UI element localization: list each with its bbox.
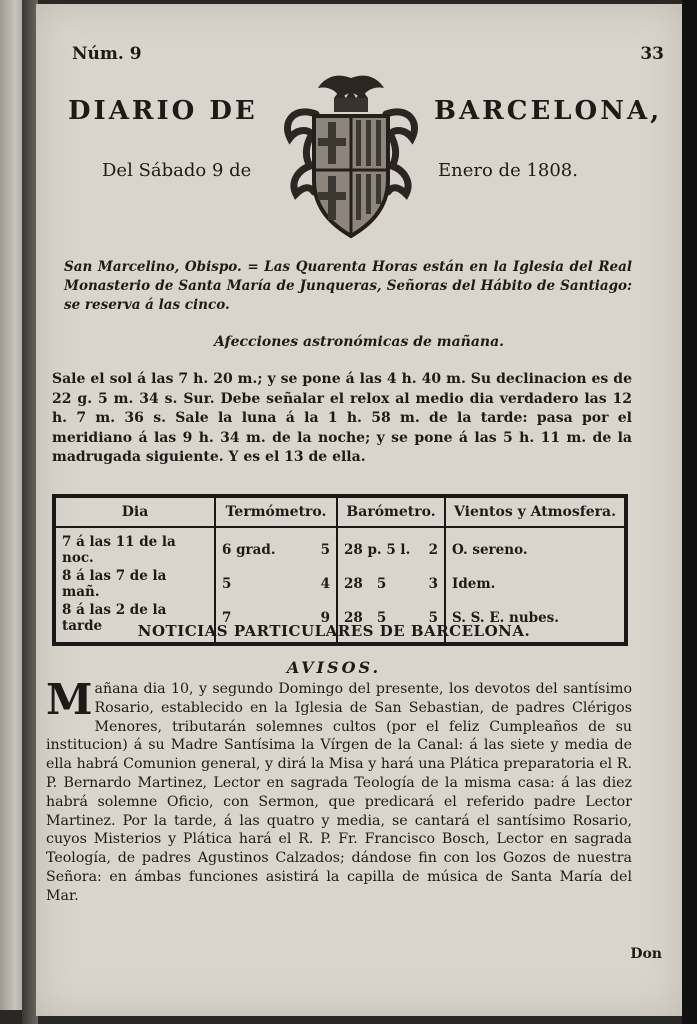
baro-p: 28 — [344, 576, 363, 592]
page-number: 33 — [640, 44, 664, 64]
weather-cell-wind: S. S. E. nubes. — [452, 610, 559, 626]
weather-row — [54, 567, 626, 601]
avisos-body: añana dia 10, y segundo Domingo del presente, los devotos del santísimo Rosario, establecido en la Iglesia de San Sebastian, de padres Clérigos Menores, tributarán solemnes cultos (por el feliz Cumpleaños de su institucion) á su Madre Santísima la Vírgen de la Canal: á las siete y media de ella habrá Comunion general, y dirá la Misa y hará una Plática preparatoria el R. P. Bernardo Martinez, Lector en sagrada Teología de la misma casa: á las diez habrá solemne Oficio, con Sermon, que predicará el referido padre Lector Martinez. Por la tarde, á las quatro y media, se cantará el santísimo Rosario, cuyos Misterios y Plática hará el R. P. Fr. Francisco Bosch, Lector en sagrada Teología, de padres Agustinos Calzados; dándose fin con los Gozos de nuestra Señora: en ámbas funciones asistirá la capilla de música de Santa María del Mar. — [46, 681, 632, 904]
masthead-title-right: BARCELONA, — [434, 96, 663, 126]
thermo-extra: 4 — [320, 576, 330, 592]
baro-l: 5 — [376, 610, 387, 626]
thermo-value: 5 — [222, 576, 232, 592]
weather-cell-dia: 8 á las 2 de la tarde — [54, 601, 215, 644]
weather-col-vientos: Vientos y Atmosfera. — [445, 496, 626, 527]
newspaper-page — [36, 4, 682, 1016]
scan-border — [682, 0, 697, 1024]
astronomy-paragraph: Sale el sol á las 7 h. 20 m.; y se pone á las 4 h. 40 m. Su declinacion es de 22 g. 5 m. 34 s. Sur. Debe señalar el relox al medio dia verdadero las 12 h. 7 m. 36 s. Sale la luna á la 1 h. 58 m. de la tarde: pasa por el meridiano á las 9 h. 34 m. de la noche; y se pone á las 5 h. 11 m. de la madrugada siguiente. Y es el 13 de ella. — [52, 371, 632, 465]
baro-extra: 2 — [428, 542, 438, 558]
masthead-title-left: DIARIO DE — [68, 96, 258, 126]
avisos-heading: AVISOS. — [286, 658, 382, 677]
saints-of-the-day: San Marcelino, Obispo. = Las Quarenta Horas están en la Iglesia del Real Monasterio de Santa María de Junqueras, Señoras del Hábito de Santiago: se reserva á las cinco. — [64, 259, 632, 313]
weather-header-row — [54, 496, 626, 527]
weather-cell-dia: 8 á las 7 de la mañ. — [54, 567, 215, 601]
baro-p: 28 p. — [344, 542, 382, 558]
barcelona-coat-of-arms-icon — [276, 70, 426, 242]
date-weekday: Del Sábado 9 de — [102, 160, 252, 181]
weather-cell-baro — [337, 527, 445, 567]
weather-cell-wind: Idem. — [452, 576, 496, 592]
thermo-value: 7 — [222, 610, 232, 626]
baro-l: 5 — [376, 576, 387, 592]
weather-cell-thermo — [215, 527, 337, 567]
weather-col-termometro: Termómetro. — [215, 496, 337, 527]
weather-row — [54, 527, 626, 567]
baro-l: 5 l. — [386, 542, 411, 558]
thermo-value: 6 grad. — [222, 542, 276, 558]
news-section-title: NOTICIAS PARTICULARES DE BARCELONA. — [137, 622, 531, 640]
baro-extra: 5 — [428, 610, 438, 626]
weather-cell-thermo — [215, 567, 337, 601]
weather-cell-dia: 7 á las 11 de la noc. — [54, 527, 215, 567]
weather-col-dia: Dia — [54, 496, 215, 527]
thermo-extra: 9 — [320, 610, 330, 626]
issue-number: Núm. 9 — [72, 44, 142, 64]
drop-cap: M — [46, 675, 93, 724]
weather-col-barometro: Barómetro. — [337, 496, 445, 527]
weather-cell-baro — [337, 567, 445, 601]
catchword: Don — [630, 946, 662, 962]
baro-extra: 3 — [428, 576, 438, 592]
thermo-extra: 5 — [320, 542, 330, 558]
left-page-edge — [0, 0, 22, 1010]
astronomy-heading: Afecciones astronómicas de mañana. — [213, 334, 505, 350]
weather-cell-wind: O. sereno. — [452, 542, 528, 558]
date-month-year: Enero de 1808. — [438, 160, 578, 181]
avisos-paragraph — [46, 675, 632, 906]
baro-p: 28 — [344, 610, 363, 626]
